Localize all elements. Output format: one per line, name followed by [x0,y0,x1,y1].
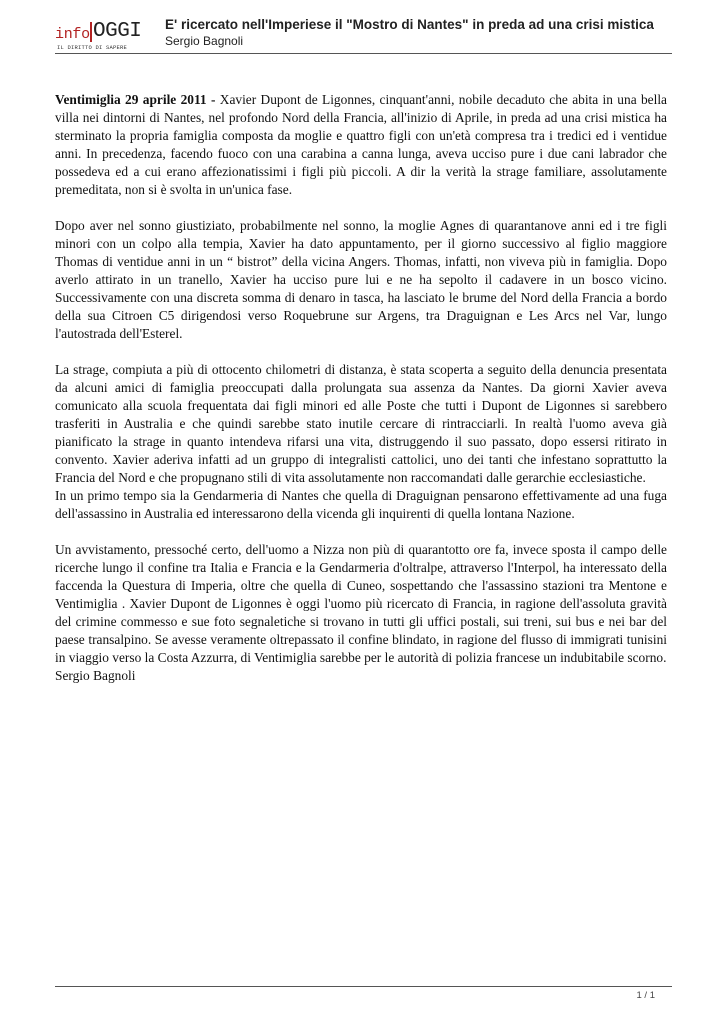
infooggi-logo[interactable] [55,18,155,54]
article-paragraph-5: Un avvistamento, pressoché certo, dell'uomo a Nizza non più di quarantotto ore fa, invece sposta il campo delle ricerche lungo il confine tra Italia e Francia e la Gendarmeria d'oltralpe, attraverso l'Interpol, ha interessato della faccenda la Questura di Imperia, oltre che quella di Cuneo, sospettando che l'assassino stazioni tra Mentone e Ventimiglia . Xavier Dupont de Ligonnes è oggi l'uomo più ricercato di Francia, in ragione dell'assoluta gravità del crimine commesso e sue foto segnaletiche si trovano in tutti gli uffici postali, sui treni, sui bus e nei bar del paese transalpino. Se avesse veramente oltrepassato il confine blindato, in ragione del flusso di immigrati tunisini in viaggio verso la Costa Azzurra, di Ventimiglia sarebbe per le autorità di polizia francese un indubitabile scorno. [55,542,667,665]
document-title: E' ricercato nell'Imperiese il "Mostro di Nantes" in preda ad una crisi mistica [165,17,654,32]
article-paragraph-4: In un primo tempo sia la Gendarmeria di Nantes che quella di Draguignan pensarono effettivamente ad una fuga dell'assassino in Australia ed interessarono della vicenda gli inquirenti di quella lontana Nazione. [55,488,667,521]
article-paragraph-2: Dopo aver nel sonno giustiziato, probabilmente nel sonno, la moglie Agnes di quarantanove anni ed i tre figli minori con un colpo alla tempia, Xavier ha dato appuntamento, per il giorno successivo al figlio maggiore Thomas di ventidue anni in un “ bistrot” della vicina Angers. Thomas, infatti, non viveva più in famiglia. Dopo averlo attirato in un tranello, Xavier ha ucciso pure lui e ne ha sepolto il cadavere in un bosco vicino. Successivamente con una discreta somma di denaro in tasca, ha lasciato le brume del Nord della Francia a bordo della sua Citroen C5 dirigendosi verso Roquebrune sur Argens, tra Draguignan e Les Arcs nel Var, lungo l'autostrada dell'Esterel. [55,218,667,341]
page-number: 1 / 1 [636,990,655,1001]
header-text [165,16,654,49]
logo-info-text: info [55,26,90,43]
logo-divider [90,22,92,42]
logo-tagline: IL DIRITTO DI SAPERE [57,44,128,51]
page-header [55,12,672,54]
header-author: Sergio Bagnoli [165,34,244,48]
logo-oggi-text: OGGI [93,20,142,43]
article-signature: Sergio Bagnoli [55,668,136,683]
article-body [55,91,667,685]
article-paragraph-1 [55,91,667,199]
paragraph-1-text: Xavier Dupont de Ligonnes, cinquant'anni, nobile decaduto che abita in una bella villa nei dintorni di Nantes, nel profondo Nord della Francia, all'inizio di Aprile, in preda ad una crisi mistica ha sterminato la propria famiglia composta da moglie e quattro figli con un'età compresa tra i tredici ed i ventidue anni. In precedenza, facendo fuoco con una carabina a canna lunga, aveva ucciso pure i due cani labrador che possedeva ed a cui erano affezionatissimi i figli più piccoli. A dir la verità la strage familiare, assolutamente premeditata, non si è svolta in un'unica fase. [55,92,667,197]
article-dateline: Ventimiglia 29 aprile 2011 - [55,92,216,107]
article-paragraph-3: La strage, compiuta a più di ottocento chilometri di distanza, è stata scoperta a seguito della denuncia presentata da alcuni amici di famiglia preoccupati dalla prolungata sua assenza da Nantes. Da giorni Xavier aveva comunicato alla scuola frequentata dai figli minori ed alle Poste che tutti i Dupont de Ligonnes si sarebbero trasferiti in Australia e che quindi sarebbe stato inutile cercare di rintracciarli. In realtà l'uomo aveva già pianificato la strage in quanto intendeva rifarsi una vita, distruggendo il suo passato, dopo essersi ritirato in convento. Xavier aderiva infatti ad un gruppo di integralisti cattolici, uno dei tanti che infestano soprattutto la Francia del Nord e che propugnano stili di vita assolutamente non raccomandati dalle gerarchie ecclesiastiche. [55,362,667,485]
footer-rule [55,986,672,987]
header-rule [55,53,672,54]
